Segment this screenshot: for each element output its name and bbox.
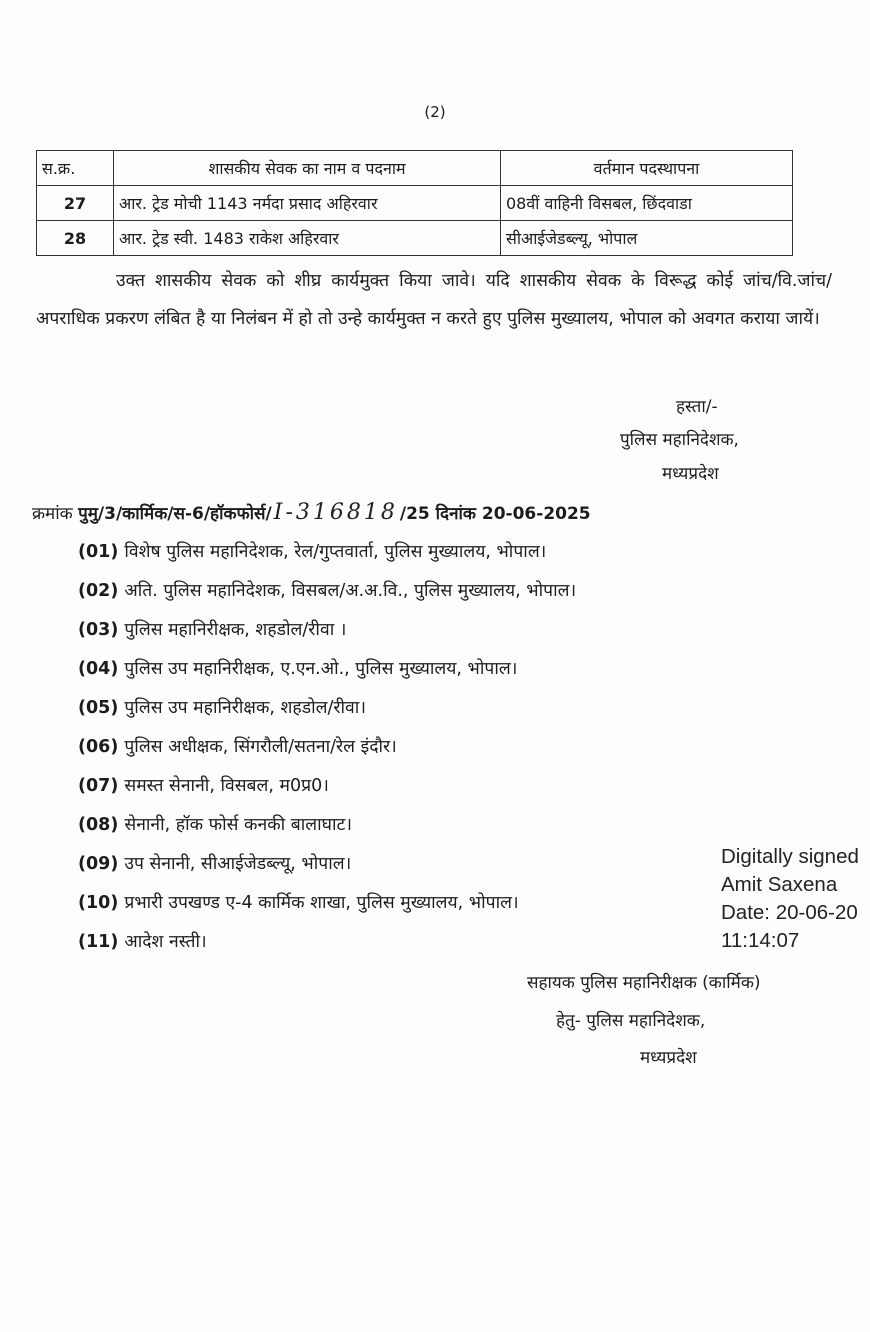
personnel-table [36,150,793,256]
digital-signature-date: Date: 20-06-20 [721,901,858,924]
item-text: आदेश नस्ती। [124,932,207,952]
list-item [78,611,576,650]
assistant-signatory-for: हेतु- पुलिस महानिदेशक, [556,1011,706,1031]
item-text: पुलिस महानिरीक्षक, शहडोल/रीवा । [124,620,347,640]
digital-signature-signer: Amit Saxena [721,873,838,896]
signatory-state: मध्यप्रदेश [662,464,719,484]
handwritten-order-number: I-316818 [273,500,398,525]
item-number: (04) [78,659,119,679]
list-item [78,650,576,689]
table-row [37,186,793,221]
digital-signature-block [721,843,870,955]
order-suffix: /25 दिनांक [399,504,482,524]
item-number: (02) [78,581,119,601]
list-item [78,572,576,611]
list-item [78,884,576,923]
item-number: (11) [78,932,119,952]
item-number: (08) [78,815,119,835]
list-item [78,533,576,572]
item-text: पुलिस अधीक्षक, सिंगरौली/सतना/रेल इंदौर। [124,737,397,757]
item-text: सेनानी, हॉक फोर्स कनकी बालाघाट। [124,815,352,835]
digital-signature-time: 11:14:07 [721,929,800,952]
item-text: पुलिस उप महानिरीक्षक, ए.एन.ओ., पुलिस मुख्यालय, भोपाल। [124,659,518,679]
list-item [78,806,576,845]
order-ref: पुमु/3/कार्मिक/स-6/हॉकफोर्स/ [78,504,272,524]
header-serial: स.क्र. [37,151,114,186]
list-item [78,845,576,884]
paragraph-line-3: पुलिस मुख्यालय, भोपाल को अवगत कराया जायें। [507,309,820,329]
row-serial: 27 [37,186,114,221]
page-number: (2) [424,103,446,121]
signatory-designation: पुलिस महानिदेशक, [620,430,739,450]
item-number: (03) [78,620,119,640]
distribution-list [78,533,576,962]
row-name: आर. ट्रेड स्वी. 1483 राकेश अहिरवार [114,221,501,256]
order-reference-line [32,500,591,525]
list-item [78,923,576,962]
table-row [37,221,793,256]
list-item [78,689,576,728]
item-text: समस्त सेनानी, विसबल, म0प्र0। [124,776,329,796]
item-text: प्रभारी उपखण्ड ए-4 कार्मिक शाखा, पुलिस मुख्यालय, भोपाल। [124,893,519,913]
item-number: (01) [78,542,119,562]
item-text: अति. पुलिस महानिदेशक, विसबल/अ.अ.वि., पुलिस मुख्यालय, भोपाल। [124,581,577,601]
order-prefix: क्रमांक [32,504,79,524]
paragraph-line-2: कोई जांच/वि.जांच/अपराधिक प्रकरण लंबित है या निलंबन में हो तो उन्हे कार्यमुक्त न करते हुए [36,271,832,329]
row-posting: 08वीं वाहिनी विसबल, छिंदवाडा [501,186,793,221]
signed-marker: हस्ता/- [676,397,718,417]
item-number: (05) [78,698,119,718]
order-date: 20-06-2025 [481,504,591,524]
assistant-signatory-state: मध्यप्रदेश [640,1048,697,1068]
assistant-signatory-designation: सहायक पुलिस महानिरीक्षक (कार्मिक) [527,973,761,993]
instruction-paragraph [36,262,832,338]
item-number: (07) [78,776,119,796]
item-number: (10) [78,893,119,913]
header-name-designation: शासकीय सेवक का नाम व पदनाम [114,151,501,186]
table-header-row [37,151,793,186]
row-posting: सीआईजेडब्ल्यू, भोपाल [501,221,793,256]
item-text: पुलिस उप महानिरीक्षक, शहडोल/रीवा। [124,698,366,718]
digital-signature-line: Digitally signed [721,845,859,868]
list-item [78,728,576,767]
header-current-posting: वर्तमान पदस्थापना [501,151,793,186]
item-text: विशेष पुलिस महानिदेशक, रेल/गुप्तवार्ता, पुलिस मुख्यालय, भोपाल। [124,542,547,562]
row-serial: 28 [37,221,114,256]
list-item [78,767,576,806]
item-number: (09) [78,854,119,874]
paragraph-line-1: उक्त शासकीय सेवक को शीघ्र कार्यमुक्त किया जावे। यदि शासकीय सेवक के विरूद्ध [116,271,697,291]
item-number: (06) [78,737,119,757]
item-text: उप सेनानी, सीआईजेडब्ल्यू, भोपाल। [124,854,352,874]
row-name: आर. ट्रेड मोची 1143 नर्मदा प्रसाद अहिरवार [114,186,501,221]
